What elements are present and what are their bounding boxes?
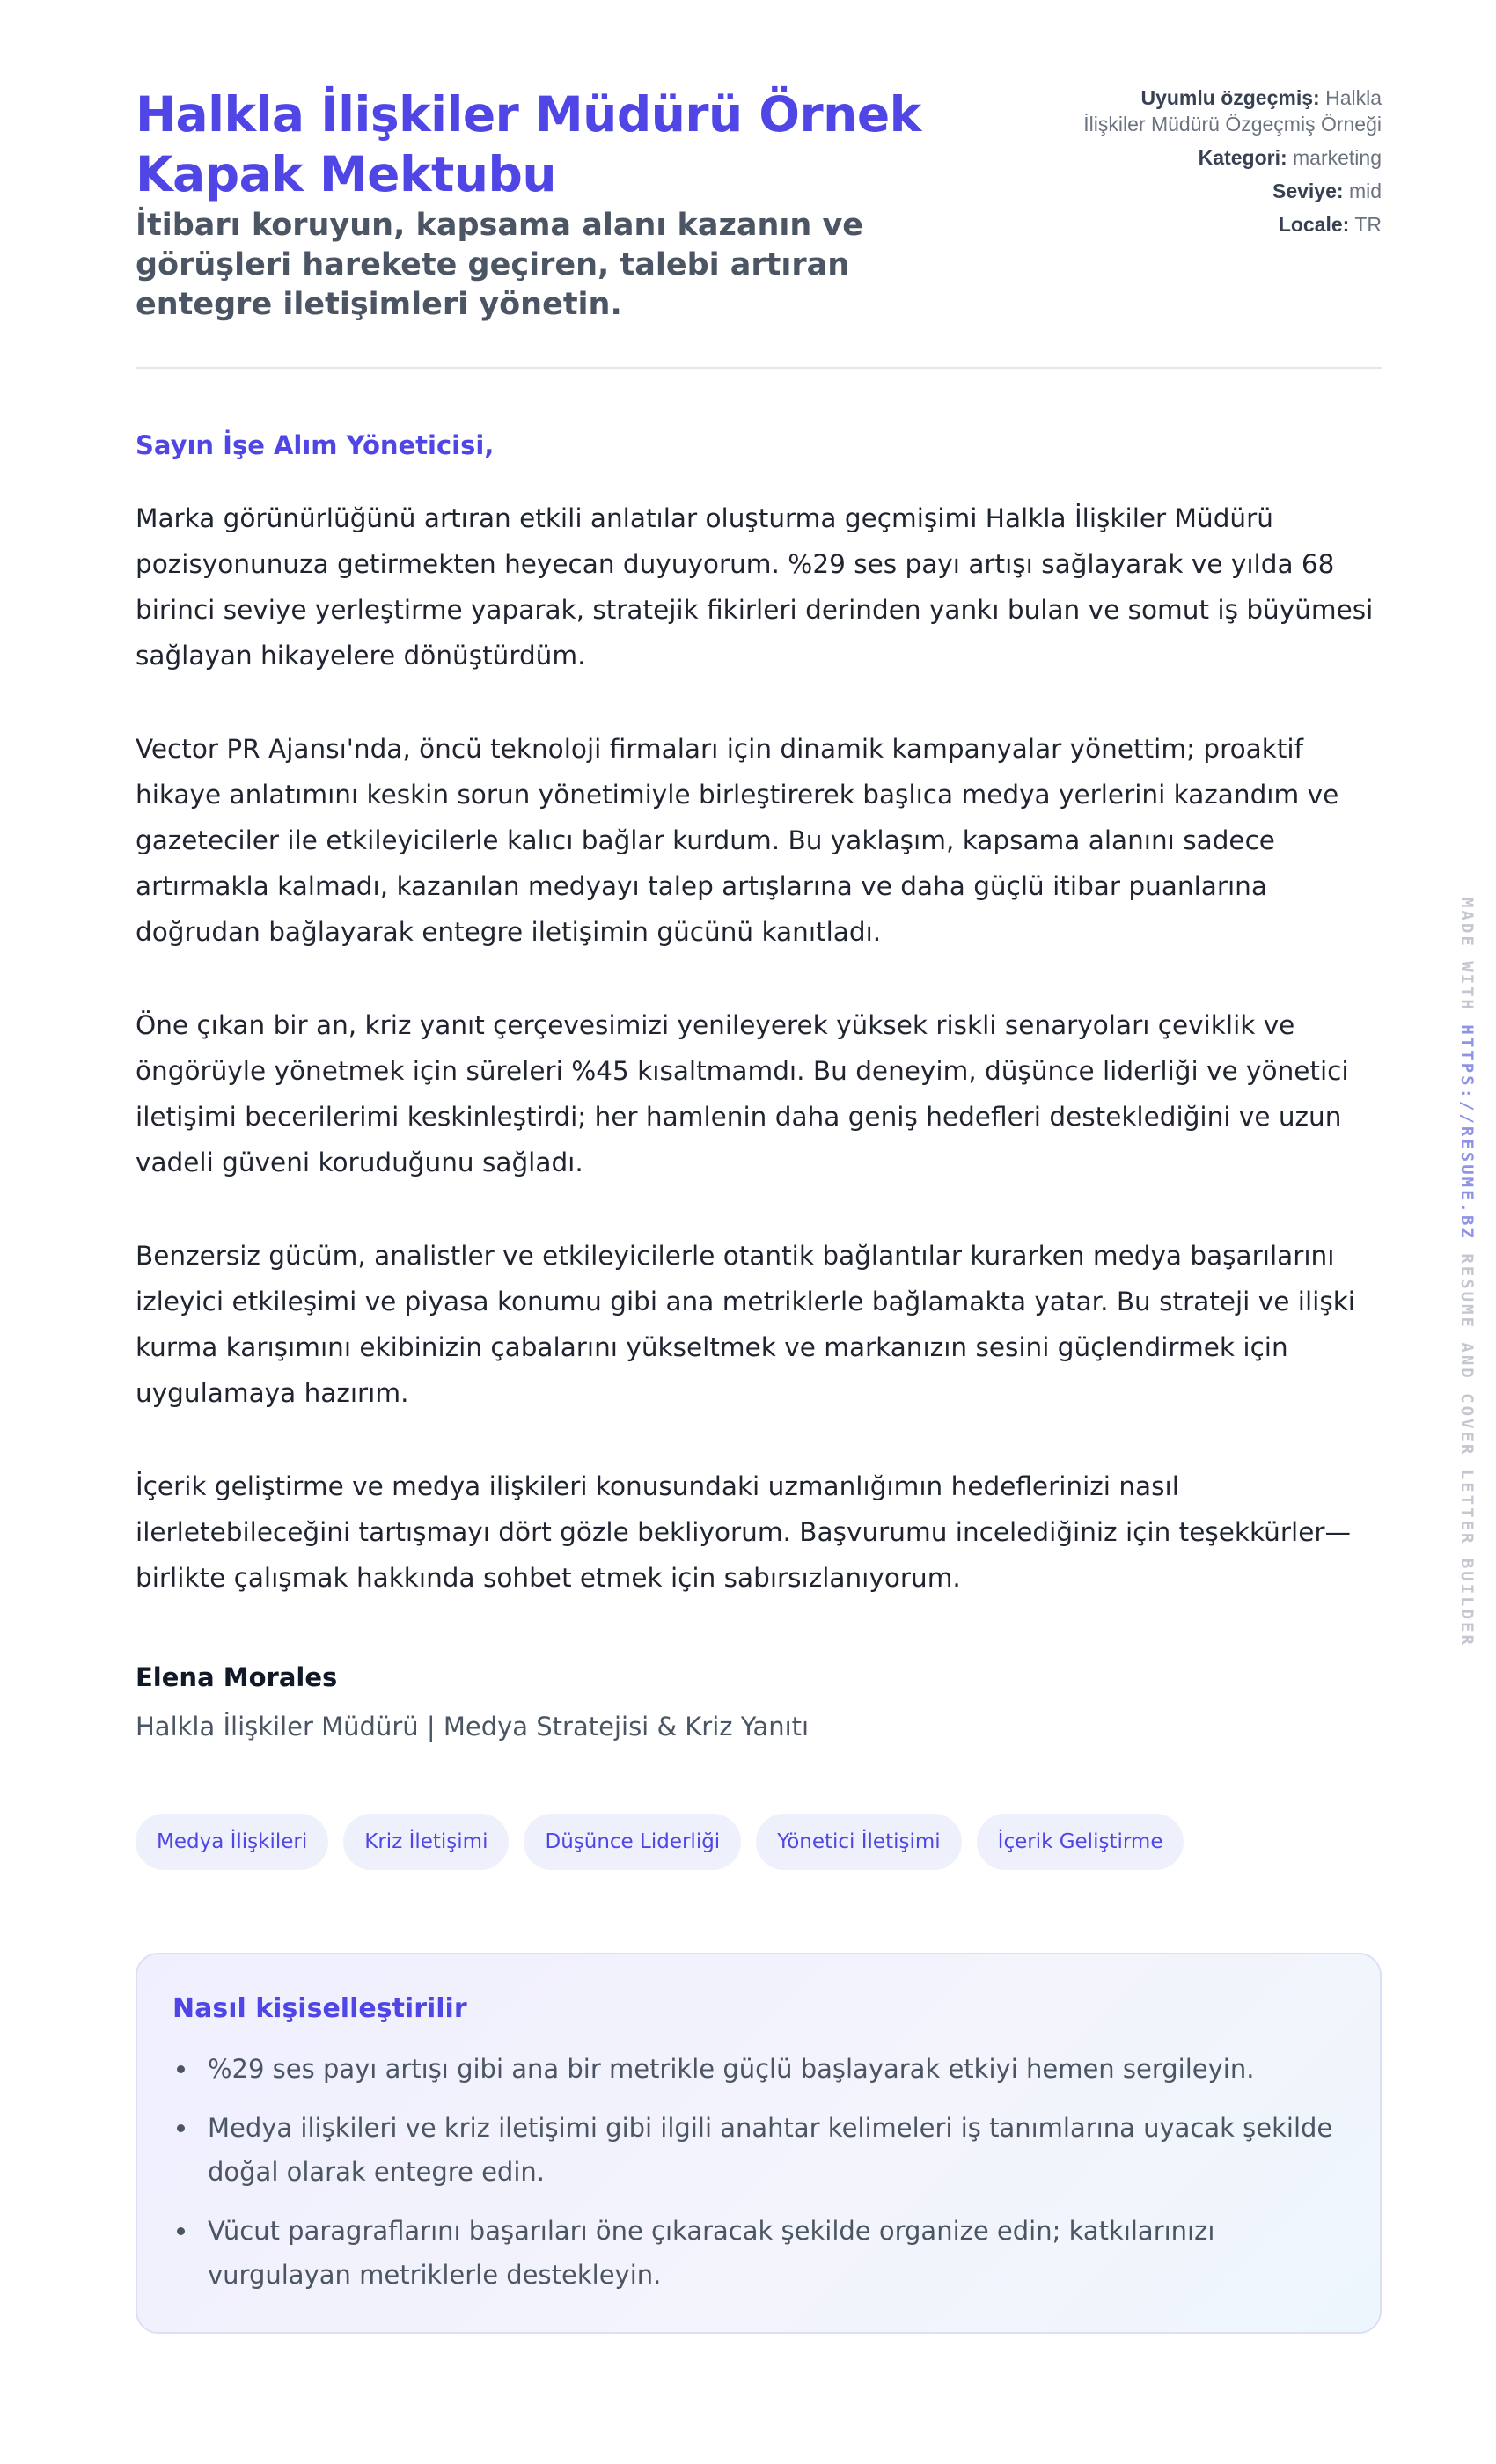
- letter-paragraph: Öne çıkan bir an, kriz yanıt çerçevesimizi yenileyerek yüksek riskli senaryoları çeviklik ve öngörüyle yönetmek için süreleri %45 kısaltmamdı. Bu deneyim, düşünce liderliği ve yönetici iletişimi becerilerimi keskinleştirdi; her hamlenin daha geniş hedefleri desteklediğini ve uzun vadeli güveni koruduğunu sağladı.: [136, 1010, 1349, 1177]
- meta-level-label: Seviye:: [1272, 180, 1344, 202]
- meta-locale: [1082, 211, 1382, 238]
- skill-tag[interactable]: Düşünce Liderliği: [524, 1814, 741, 1870]
- personalization-tips-card: [136, 1953, 1382, 2334]
- meta-resume-label: Uyumlu özgeçmiş:: [1140, 86, 1320, 109]
- side-credit: [1456, 898, 1482, 1647]
- header-titles: [136, 84, 1024, 325]
- credit-suffix: RESUME AND COVER LETTER BUILDER: [1457, 1253, 1477, 1647]
- cover-letter-page: [136, 84, 1382, 2334]
- page-header: [136, 84, 1382, 369]
- meta-category-label: Kategori:: [1198, 146, 1287, 169]
- letter-salutation: Sayın İşe Alım Yöneticisi,: [136, 430, 495, 460]
- credit-text: [1457, 898, 1477, 1647]
- tips-list: [172, 2047, 1345, 2297]
- skill-tag[interactable]: İçerik Geliştirme: [977, 1814, 1184, 1870]
- credit-prefix: MADE WITH: [1457, 898, 1477, 1012]
- page-title: Halkla İlişkiler Müdürü Örnek Kapak Mektubu: [136, 86, 921, 202]
- skill-tag[interactable]: Medya İlişkileri: [136, 1814, 328, 1870]
- signature-name: Elena Morales: [136, 1662, 338, 1692]
- page-subtitle: İtibarı koruyun, kapsama alanı kazanın ve görüşleri harekete geçiren, talebi artıran entegre iletişimleri yönetin.: [136, 208, 864, 322]
- meta-level: [1082, 178, 1382, 204]
- meta-resume-value[interactable]: Halkla İlişkiler Müdürü Özgeçmiş Örneği: [1083, 86, 1382, 136]
- tips-title: Nasıl kişiselleştirilir: [172, 1993, 467, 2024]
- skill-tag[interactable]: Yönetici İletişimi: [756, 1814, 961, 1870]
- meta-category-value: marketing: [1293, 146, 1382, 169]
- meta-resume: [1082, 84, 1382, 137]
- skill-tag[interactable]: Kriz İletişimi: [343, 1814, 509, 1870]
- meta-category: [1082, 144, 1382, 171]
- meta-locale-label: Locale:: [1278, 213, 1350, 236]
- letter-paragraph: İçerik geliştirme ve medya ilişkileri konusundaki uzmanlığımın hedeflerinizi nasıl ilerletebileceğini tartışmayı dört gözle bekliyorum. Başvurumu incelediğiniz için teşekkürler—birlikte çalışmak hakkında sohbet etmek için sabırsızlanıyorum.: [136, 1471, 1351, 1593]
- signature-title: Halkla İlişkiler Müdürü | Medya Stratejisi & Kriz Yanıtı: [136, 1712, 810, 1742]
- skill-tags: [136, 1814, 1382, 1870]
- letter-paragraph: Marka görünürlüğünü artıran etkili anlatılar oluşturma geçmişimi Halkla İlişkiler Müdürü pozisyonunuza getirmekten heyecan duyuyorum. %29 ses payı artışı sağlayarak ve yılda 68 birinci seviye yerleştirme yaparak, stratejik fikirleri derinden yankı bulan ve somut iş büyümesi sağlayan hikayelere dönüştürdüm.: [136, 503, 1374, 671]
- tip-item: %29 ses payı artışı gibi ana bir metrikle güçlü başlayarak etkiyi hemen sergileyin.: [172, 2047, 1345, 2091]
- tip-item: Medya ilişkileri ve kriz iletişimi gibi ilgili anahtar kelimeleri iş tanımlarına uyacak şekilde doğal olarak entegre edin.: [172, 2106, 1345, 2194]
- letter-body: [136, 495, 1382, 1601]
- credit-link[interactable]: HTTPS://RESUME.BZ: [1457, 1024, 1477, 1241]
- letter-paragraph: Vector PR Ajansı'nda, öncü teknoloji firmaları için dinamik kampanyalar yönettim; proaktif hikaye anlatımını keskin sorun yönetimiyle birleştirerek başlıca medya yerlerini kazandım ve gazeteciler ile etkileyicilerle kalıcı bağlar kurdum. Bu yaklaşım, kapsama alanını sadece artırmakla kalmadı, kazanılan medyayı talep artışlarına ve daha güçlü itibar puanlarına doğrudan bağlayarak entegre iletişimin gücünü kanıtladı.: [136, 734, 1339, 947]
- meta-level-value: mid: [1348, 180, 1382, 202]
- meta-locale-value: TR: [1354, 213, 1382, 236]
- letter-paragraph: Benzersiz gücüm, analistler ve etkileyicilerle otantik bağlantılar kurarken medya başarılarını izleyici etkileşimi ve piyasa konumu gibi ana metriklerle bağlamakta yatar. Bu strateji ve ilişki kurma karışımını ekibinizin çabalarını yükseltmek ve markanızın sesini güçlendirmek için uygulamaya hazırım.: [136, 1241, 1355, 1408]
- tip-item: Vücut paragraflarını başarıları öne çıkaracak şekilde organize edin; katkılarınızı vurgulayan metriklerle destekleyin.: [172, 2209, 1345, 2297]
- signature-block: [136, 1662, 1382, 1742]
- meta-info: [1082, 84, 1382, 245]
